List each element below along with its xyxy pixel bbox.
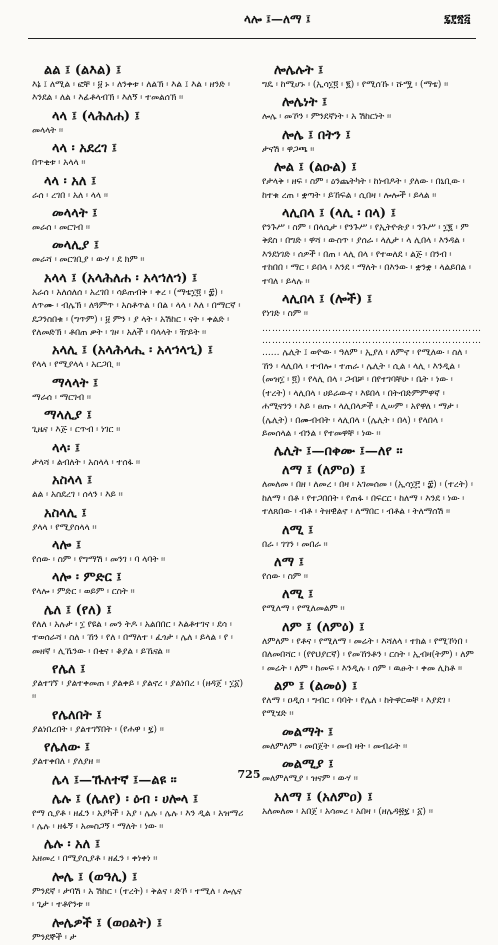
entry-definition: የሰው ፡ ስም ፡፡ — [262, 571, 308, 582]
entry-headword: ሎሌ ፤ (ወዓሊ) ፤ — [52, 869, 138, 885]
entry-headword: ሌላ ፤—ኹለተኛ ፤—ልዩ ፡፡ — [52, 772, 177, 788]
entry-headword: ላሎ ፡ ምድር ፤ — [52, 570, 122, 586]
dictionary-entry — [262, 94, 474, 124]
entry-definition: ያላላ ፡ የሚያስላላ ፡፡ — [32, 522, 97, 533]
dictionary-entry — [262, 554, 474, 584]
dictionary-entry — [262, 789, 474, 819]
entry-headword: ላሊበላ ፤ (ሎች) ፤ — [282, 292, 373, 308]
entry-definition: የታላቅ ፡ ዘፍ ፡ ስም ፡ ዕንጨትካት ፡ ከነብዶት ፡ ያለው ፡ በኒቢው ፡ ከተቁ ረጠ ፡ ቋጣት ፡ ይኸፍል ፡ ሲበዛ ፡ ሎሎች ፡ ይላል ፡፡ — [262, 177, 465, 201]
dictionary-entry — [32, 108, 244, 138]
dictionary-entry — [262, 724, 474, 754]
dictionary-entry — [32, 270, 244, 341]
ellipsis-line: ………………………………………………………… — [262, 336, 482, 347]
entry-definition: ያልተገኘ ፡ ያልተቀመጠ ፡ ያልቀይ ፡ ያልኖረ ፡ ያልነበረ ፡ (ዘዳጀ ፡ ፲፩) ፡፡ — [32, 678, 244, 703]
entry-headword: ላላ ፡ አለ ፤ — [44, 173, 97, 189]
entry-headword: ለሚ ፤ — [282, 587, 314, 603]
entry-headword: ሌሉ ፡ አለ ፤ — [44, 837, 101, 853]
dictionary-entry — [262, 205, 474, 289]
dictionary-entry — [262, 159, 474, 203]
dictionary-entry — [262, 347, 474, 441]
entry-headword: ማላሊያ ፤ — [44, 408, 92, 424]
dictionary-entry — [32, 739, 244, 769]
entry-definition: የላላ ፡ የሚያላላ ፡ አርጋቢ ፡፡ — [32, 360, 121, 371]
dictionary-entry — [32, 140, 244, 170]
entry-headword: ማላላት ፤ — [52, 375, 99, 391]
guide-words: ላሎ ፤—ለማ ፤ — [244, 12, 311, 26]
dictionary-entry — [262, 678, 474, 722]
page-label: ፯፻፳፭ — [444, 12, 471, 25]
dictionary-entry — [32, 62, 244, 106]
entry-definition: ጊዜና ፡ እጅ ፡ ርጥብ ፡ ነገር ፡፡ — [32, 425, 121, 436]
entry-headword: ሎል ፤ (ልዑል) ፤ — [274, 160, 357, 176]
entry-headword: አስላላ ፤ — [52, 473, 93, 489]
dictionary-entry — [32, 237, 244, 267]
entry-definition: ምንደኞች ፡ ታ — [32, 932, 77, 943]
entry-headword: የሌለው ፤ — [44, 740, 90, 756]
entry-definition: አዘመረ ፡ በሚያሲያቶ ፡ ዘፈን ፡ ቀነቀነ ፡፡ — [32, 854, 158, 865]
entry-headword: ሌለ ፤ (የለ) ፤ — [44, 602, 112, 618]
dictionary-entry — [262, 522, 474, 552]
entry-headword: ለሚ ፤ — [282, 522, 314, 538]
entry-definition: መራሻ ፡ መርገቢያ ፡ ውሃ ፡ ደ ክም ፡፡ — [32, 255, 145, 266]
dictionary-entry — [32, 836, 244, 866]
entry-headword: ሎሌነት ፤ — [282, 95, 328, 111]
dictionary-entry — [32, 869, 244, 913]
entry-definition: እኔ ፤ ለሚል ፡ ፎቸ ፡ ፱ ኑ ፡ ለንቀቱ ፡ ለልኽ ፡ እል ፤ እል ፡ ዘንድ ፡ እንደል ፡ ለል ፡ እፊቶላብኽ ፡ እለኝ ፡ ተመልሰኽ ፡፡ — [32, 80, 230, 104]
entry-headword: ልም ፤ (ልመዕ) ፤ — [274, 678, 358, 694]
entry-definition: ለመለመ ፡ በዘ ፡ ለመረ ፡ በዛ ፡ አገመሰመ ፡ (ኢሳ፲፫ ፡ ፰) ፡ (ተረት) ፡ ከለማ ፡ በቶ ፡ የተጋበበት ፡ የጠፋ ፡ በፍርር ፡ ከለማ ፡ እንደ ፡ ነው ፡ ተለጸበው ፡ ብቶ ፡ ትዘዊልኖ ፡ ለማበር ፡ ብቶል ፡ ትለማሰሽ ፡፡ — [262, 480, 473, 518]
entry-definition: ማራሰ ፡ ማርገብ ፡፡ — [32, 392, 91, 403]
entry-definition: ያልተቀበለ ፡ ያለያዘ ፡፡ — [32, 757, 101, 768]
left-column — [32, 62, 244, 943]
entry-definition: በጥቂቱ ፡ አላላ ፡፡ — [32, 158, 86, 169]
entry-definition: የሰው ፡ ስም ፡ የግማሽ ፡ መንገ ፡ ባ ላባት ፡፡ — [32, 554, 166, 565]
entry-headword: የሌለበት ፤ — [52, 707, 102, 723]
entry-headword: መላላት ፤ — [52, 206, 98, 222]
dictionary-entry — [32, 342, 244, 372]
dictionary-entry — [32, 472, 244, 502]
dictionary-entry — [262, 619, 474, 676]
entry-headword: ላላ ፡ አደረገ ፤ — [52, 141, 118, 157]
entry-definition: የለማ ፡ ዐዲስ ፡ ግብር ፡ ባባት ፡ የሌለ ፡ ከትዋርወቸ ፡ እያደገ ፡ የሚሄድ ፡፡ — [262, 695, 451, 720]
header-rule — [28, 38, 476, 39]
entry-definition: መራሰ ፡ መርገብ ፡፡ — [32, 223, 90, 234]
entry-headword: ሌሉ ፤ (ሌለየ) ፡ ዕብ ፡ ሀሎላ ፤ — [52, 791, 199, 807]
entry-definition: ሎሌ ፡ መኾን ፡ ምንደኛነት ፡ አ ሽከርነት ፡፡ — [262, 112, 392, 123]
entry-definition: የማ ሲያቶ ፡ ዘፈን ፡ አያካች ፡ አያ ፡ ሌሉ ፡ ሌሉ ፡ እን ዲል ፡ አዝማሪ ፡ ሌሉ ፡ ዘፋኝ ፡ አመስጋኝ ፡ ማለት ፡ ነው ፡፡ — [32, 808, 244, 832]
entry-definition: መላላት ፡፡ — [32, 125, 64, 136]
dictionary-entry — [32, 205, 244, 235]
dictionary-entry — [32, 375, 244, 405]
ellipsis-line: ………………………………………………………… — [262, 324, 482, 335]
entry-headword: መልማት ፤ — [282, 724, 334, 740]
dictionary-entry — [32, 602, 244, 659]
entry-headword: አላሊ ፤ (አላሕላሒ ፡ አላኀላኂ) ፤ — [52, 343, 213, 359]
entry-definition: ራሰ ፡ ረገበ ፡ አለ ፡ ላላ ፡፡ — [32, 190, 108, 201]
dictionary-entry — [32, 915, 244, 945]
dictionary-entry — [32, 173, 244, 203]
entry-headword: አላላ ፤ (አላሕለሐ ፡ አላኀለኀ) ፤ — [44, 270, 198, 286]
entry-headword: ለም ፤ (ለምዕ) ፤ — [282, 619, 365, 635]
entry-headword: ለማ ፤ (ለምዐ) ፤ — [282, 463, 366, 479]
entry-headword: ላሎ ፤ — [52, 537, 82, 553]
right-column — [262, 62, 482, 817]
dictionary-entry — [32, 661, 244, 705]
dictionary-entry — [262, 62, 474, 92]
dictionary-entry — [32, 537, 244, 567]
entry-definition: የንጉሥ ፡ ስም ፡ በላሲታ ፡ የንጉሥ ፡ የኢትዮጵያ ፡ ንጉሥ ፡ ፲፪ ፡ ም ቅደስ ፡ በግድ ፡ ዋሻ ፡ ውስጥ ፡ ያሰራ ፡ ላሊታ ፡ ላ ሊበላ ፡ እንዳል ፡ እንደነገድ ፡ ሰዎች ፡ በጠ ፡ ላሊ በላ ፡ የተወለደ ፡ ልጅ ፡ በንብ ፡ ተከበበ ፡ ማር ፡ ይበላ ፡ እንደ ፡ ማለት ፡ በእንው ፡ ቋንቋ ፡ ላልይበል ፡ ተባለ ፡ ይላሉ ፡፡ — [262, 223, 471, 287]
dictionary-entry — [32, 791, 244, 835]
entry-headword: መልሚያ ፤ — [282, 757, 334, 773]
dictionary-entry — [32, 707, 244, 737]
entry-headword: አለማ ፤ (አለምዐ) ፤ — [274, 789, 373, 805]
dictionary-entry — [262, 443, 474, 460]
entry-definition: ልል ፡ አስደረገ ፡ ሰላን ፡ እይ ፡፡ — [32, 490, 123, 501]
entry-headword: ላሊበላ ፤ (ላሊ ፡ በላ) ፤ — [282, 206, 396, 222]
entry-headword: ላላ ፤ (ላሕለሐ) ፤ — [52, 108, 140, 124]
entry-headword: ሌሊት ፤—በቀሙ ፤—ለየ ፡፡ — [274, 444, 403, 460]
entry-headword: ሎሌዎች ፤ (ወዐልት) ፤ — [52, 915, 163, 931]
entry-headword: ሎሌ ፤ በትን ፤ — [282, 127, 351, 143]
entry-definition: አራሰ ፡ አለሰለሰ ፡ አረገበ ፡ ሳይጠብቅ ፡ ቀረ ፡ (ማቴ፲፬ ፡ ፰) ፡ ለጥሙ ፡ ብሌኽ ፡ ለጓምጥ ፡ አስቶጥል ፡ በል ፡ ላላ ፡ እለ ፡ በማርኛ ፡ ደጋንስበቁ ፡ (ግጥም) ፡ ፱ ምን ፡ ያ ላት ፡ አሽከር ፡ ናት ፡ ቀልድ ፡ የለመድኽ ፡ ቶበጠ ቃት ፡ ገዞ ፡ አለች ፡ ባላላት ፡ ዥይት ፡፡ — [32, 287, 241, 339]
dictionary-entry — [262, 291, 474, 321]
entry-headword: ለማ ፤ — [274, 554, 304, 570]
entry-definition: ግዴ ፡ ከሚሆኑ ፡ (ኢሳ፲፬ ፡ ፪) ፡ የሚሰኹ ፡ ሹሟ ፡ (ማቴ) ፡፡ — [262, 80, 449, 90]
dictionary-entry — [32, 440, 244, 470]
entry-definition: …… ሌሊት ፤ ወዮው ፡ ዓለም ፡ ኢያለ ፡ ለምኖ ፡ የሚለው ፡ ስለ ፡ ኸን ፡ ላሊበላ ፡ ተብሎ ፡ ተጠራ ፡ ሌሊት ፡ ሲል ፡ ላሊ ፡ እንዲል ፡ (መዝ፲ ፡ ፬) ፡ የላሊ በላ ፡ ጋብቻ ፡ በየተገባቸሁ ፡ ቤት ፡ ነው ፡ (ተረት) ፡ ላሊበላ ፡ ሀይራውና ፡ እዩበላ ፡ በትብድምምዋኛ ፡ ሐሚናንን ፡ እይ ፡ ፀጡ ፡ ላሊበላዎች ፡ ሊሠም ፡ አየዋለ ፡ ማታ ፡ (ሌሊት) ፡ በሙብብት ፡ ላሊበላ ፡ (ሌሊት ፡ በላ) ፡ የላበላ ፡ ይመሰላል ፡ ብንል ፡ የተመዋቸ ፡ ነው ፡፡ — [262, 348, 468, 439]
entry-definition: ታናሽ ፡ ዋጋጫ ፡፡ — [262, 144, 315, 155]
entry-definition: ያልነበረበት ፡ ያልተገኘበት ፡ (የሐዋ ፡ ፯) ፡፡ — [32, 724, 164, 735]
page-number: 725 — [237, 768, 261, 781]
entry-headword: ላላ፡ ፤ — [52, 440, 81, 456]
dictionary-entry — [262, 462, 474, 519]
entry-definition: ለምለም ፡ የቶና ፡ የሚለማ ፡ መሬት ፡ እሻለላ ፡ ተክል ፡ የሚኾነበ ፡ በለመበሻር ፡ (የየህያርኛ) ፡ የመኸንቶን ፡ ርስት ፡ ኢብዛ(ትም) ፡ ለም ፡ መሬት ፡ ለም ፡ ከመፍ ፡ እንዲሉ ፡ ሰም ፡ ዉፁት ፡ ቀመ ሊከቶ ፡፡ — [262, 636, 474, 674]
entry-definition: የነገድ ፡ ስም ፡፡ — [262, 309, 308, 320]
entry-definition: ምንደኛ ፡ ታባሽ ፡ አ ሽከር ፡ (ተረት) ፡ ቅልና ፡ ድኾ ፡ ተሚለ ፡ ሎሌና ፡ ጊታ ፡ ተቶየንቱ ፡፡ — [32, 886, 242, 911]
entry-definition: የላሎ ፡ ምድር ፡ ወይም ፡ ርስት ፡፡ — [32, 587, 135, 598]
entry-headword: ልል ፤ (ልእል) ፤ — [44, 63, 122, 78]
dictionary-entry — [262, 586, 474, 616]
entry-definition: አለመለመ ፡ አበጀ ፡ አሳመረ ፡ አበዛ ፡ (ዘሌዳ፳፯ ፡ ፩) ፡፡ — [262, 806, 433, 817]
entry-definition: በራ ፡ ገገን ፡ መበራ ፡፡ — [262, 539, 328, 550]
dictionary-entry — [32, 407, 244, 437]
page-header — [0, 0, 498, 44]
dictionary-entry — [262, 127, 474, 157]
entry-definition: መለምለሚያ ፡ ዝናም ፡ ውሃ ፡፡ — [262, 774, 358, 785]
entry-headword: የሌለ ፤ — [52, 661, 86, 677]
entry-definition: የሚለማ ፡ የሚለመልም ፡፡ — [262, 604, 345, 615]
entry-headword: አስላሊ ፤ — [44, 505, 87, 521]
dictionary-entry — [32, 569, 244, 599]
entry-headword: መላሊያ ፤ — [52, 238, 100, 254]
entry-definition: የለለ ፡ አሉታ ፡ ፲ የዩል ፡ መን ትዶ ፡ አልበበር ፡ እልቶተገና ፡ ደሳ ፡ ተወሰራሻ ፡ ስለ ፡ ኸን ፡ የለ ፡ በማለተ ፡ ፈጎታ ፡ ሌለ ፡ ይላል ፡ የ ፡ መዘኛ ፡ ሊኼንው ፡ በቂና ፡ ቆያል ፡ ይኼናል ፡፡ — [32, 619, 233, 657]
entry-headword: ሎሌሉት ፤ — [274, 63, 324, 78]
entry-definition: ታላሻ ፡ ልብለት ፡ አስላላ ፡ ተሰፋ ፡፡ — [32, 457, 141, 468]
entry-definition: መለምለም ፡ መበጀት ፡ መብ ዛት ፡ መብራት ፡፡ — [262, 741, 408, 752]
dictionary-entry — [32, 505, 244, 535]
